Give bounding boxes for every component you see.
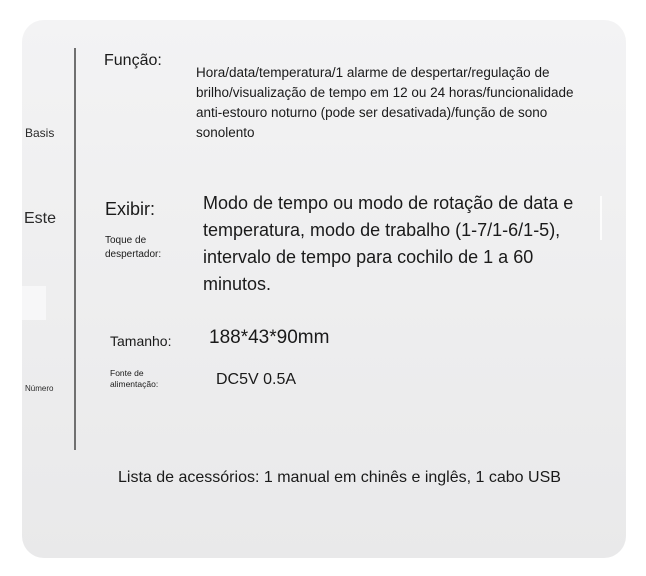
decorative-highlight xyxy=(22,286,46,320)
function-label: Função: xyxy=(104,52,162,69)
power-supply-value: DC5V 0.5A xyxy=(216,371,297,388)
sidebar-label-este: Este xyxy=(24,210,57,227)
sidebar-label-basis: Basis xyxy=(25,126,55,140)
vertical-divider xyxy=(74,48,76,450)
size-value: 188*43*90mm xyxy=(209,327,330,348)
power-supply-label: Fonte de alimentação: xyxy=(110,368,159,389)
accessories-list: Lista de acessórios: 1 manual em chinês e inglês, 1 cabo USB xyxy=(118,469,561,486)
decorative-mark xyxy=(600,196,602,240)
size-label: Tamanho: xyxy=(110,333,172,349)
function-value: Hora/data/temperatura/1 alarme de despertar/regulação de brilho/visualização de tempo em 12 ou 24 horas/funcionalidade anti-estouro noturno (pode ser desativada)/função de sono sonolento xyxy=(196,65,574,140)
display-label: Exibir: xyxy=(105,199,156,219)
display-value: Modo de tempo ou modo de rotação de data e temperatura, modo de trabalho (1-7/1-6/1-5), intervalo de tempo para cochilo de 1 a 60 minutos. xyxy=(203,193,574,294)
sidebar-label-numero: Número xyxy=(25,384,54,393)
alarm-tone-label: Toque de despertador: xyxy=(105,235,162,260)
